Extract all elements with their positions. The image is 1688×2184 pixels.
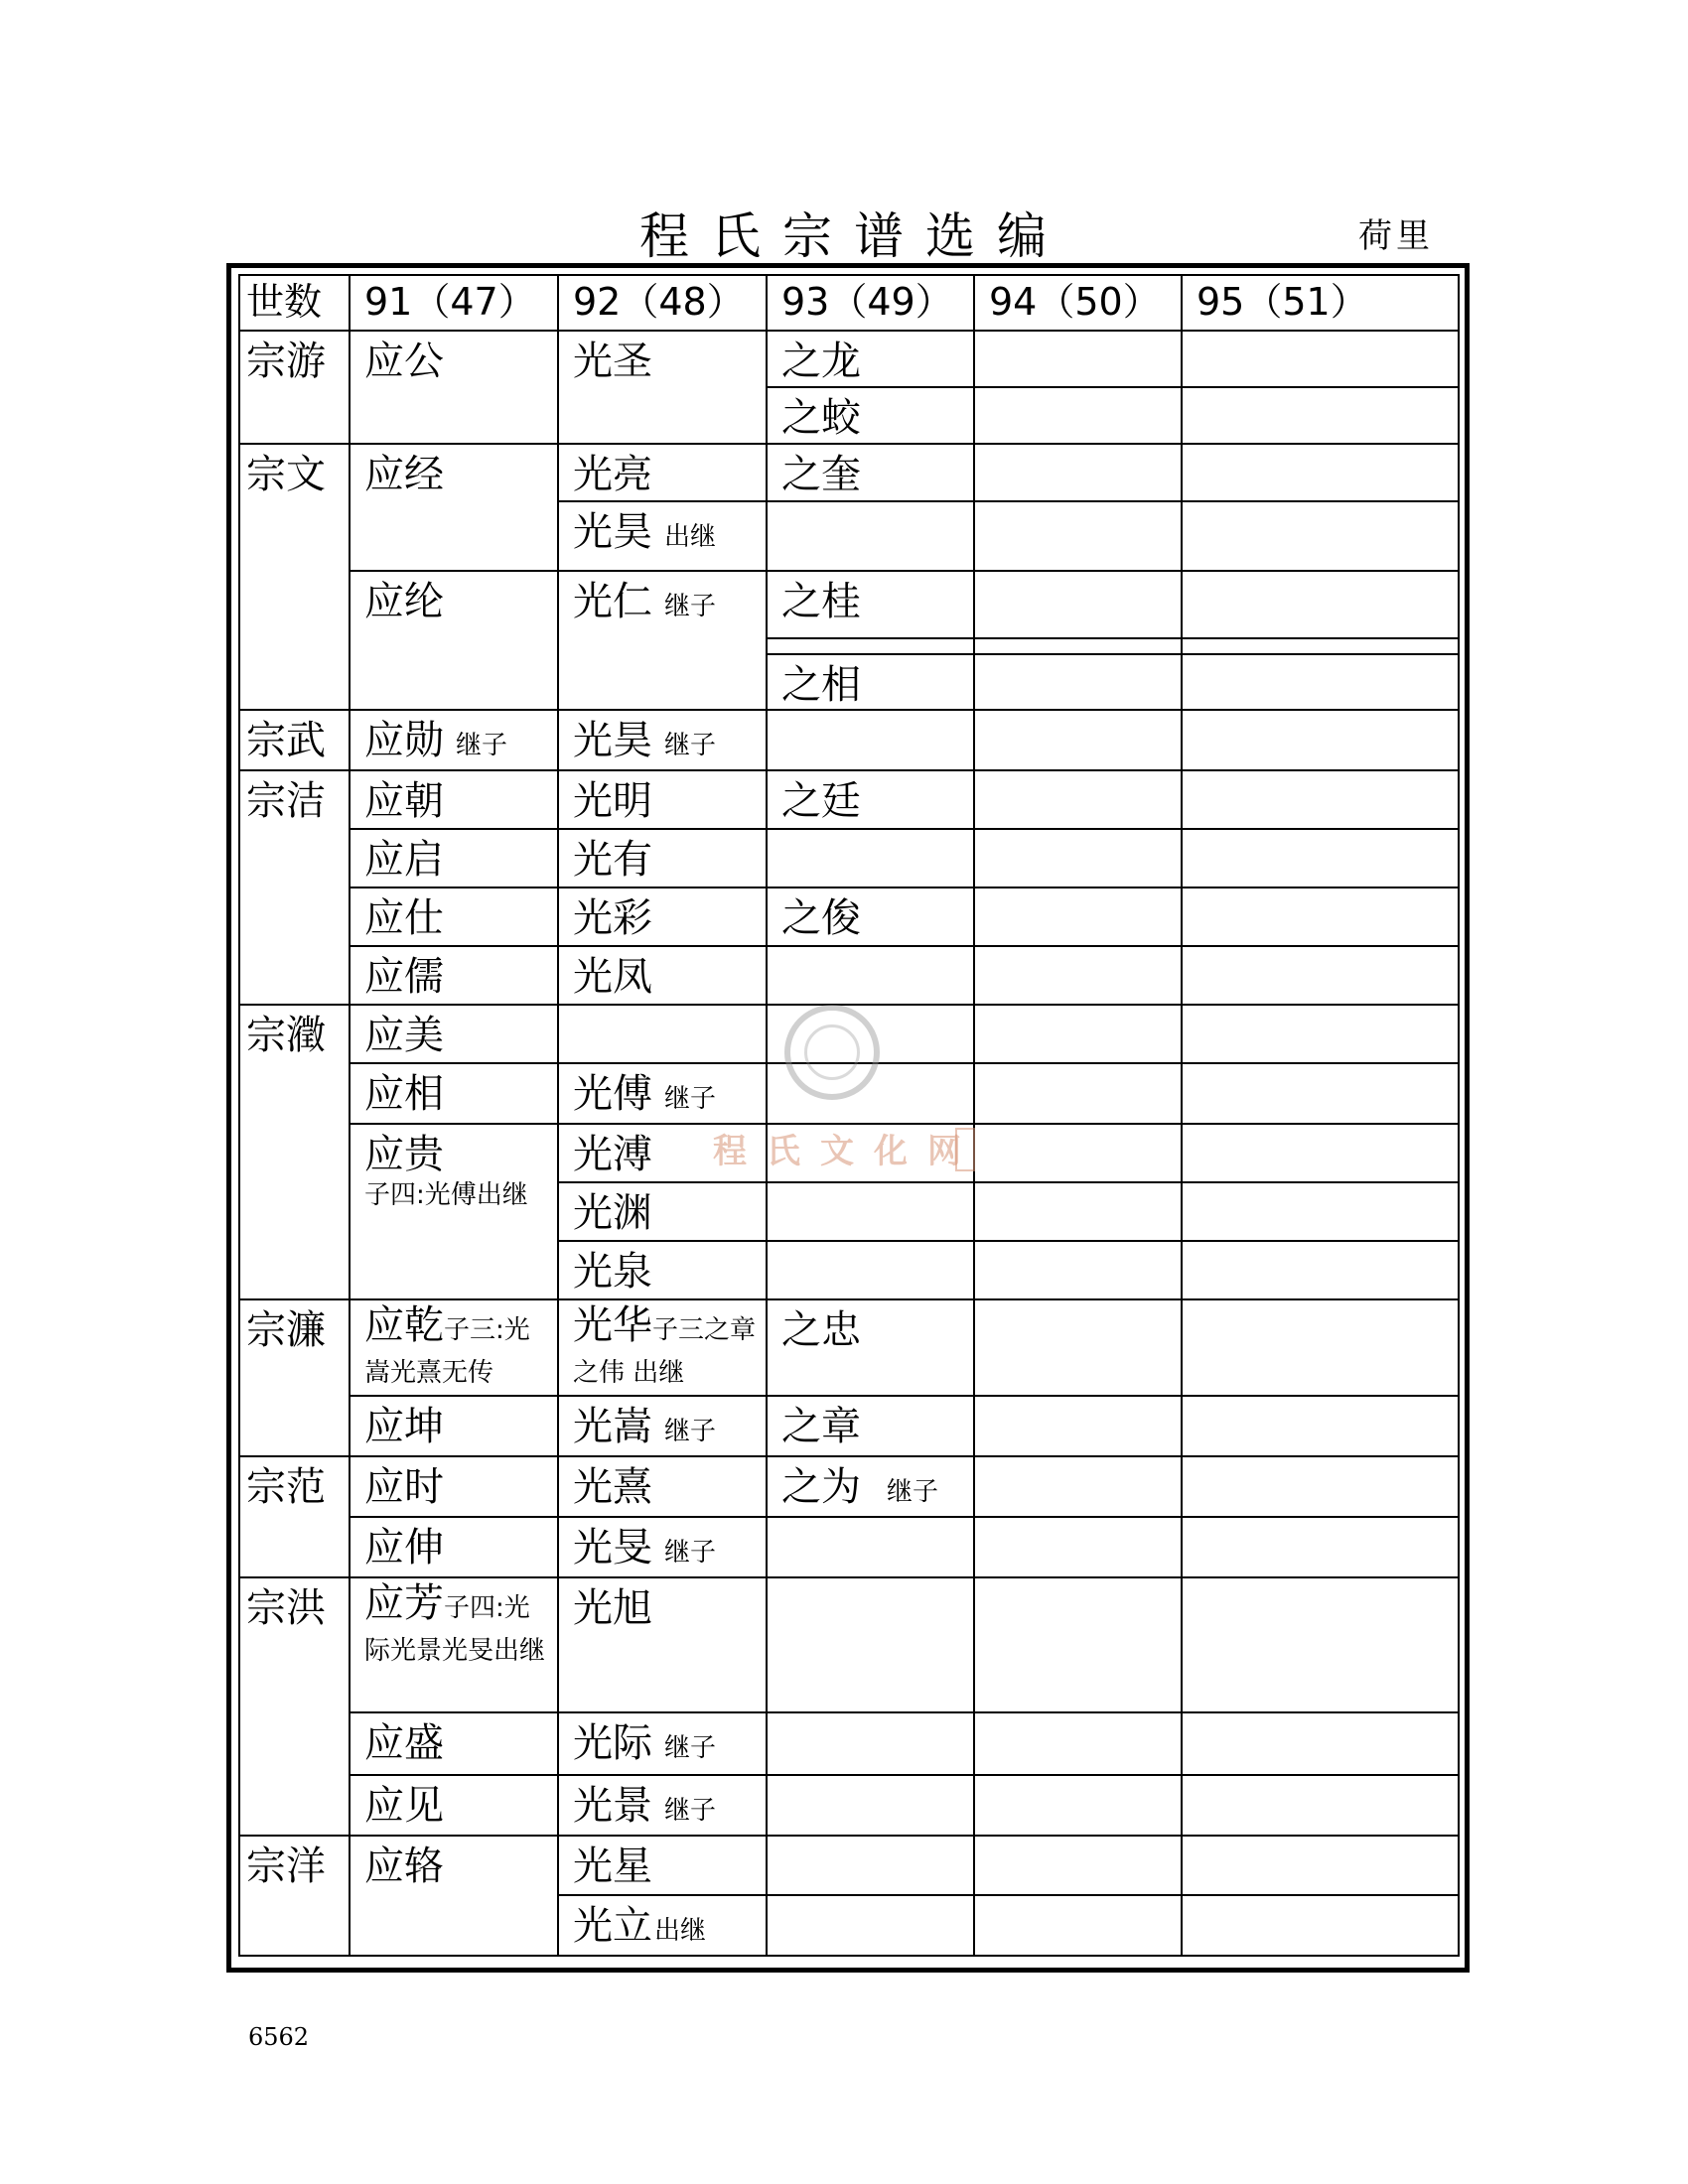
note-label: 子四:光际光景光旻出继: [364, 1593, 546, 1666]
empty-cell: [974, 1063, 1182, 1124]
empty-cell: [974, 770, 1182, 829]
name-cell: 光溥: [558, 1124, 767, 1182]
generation-cell: 宗游: [239, 331, 350, 444]
name-cell: 光华子三之章之伟 出继: [558, 1299, 767, 1396]
empty-cell: [1182, 654, 1459, 710]
empty-cell: [1182, 1063, 1459, 1124]
name-cell: 光渊: [558, 1182, 767, 1241]
empty-cell: [767, 1895, 974, 1956]
empty-cell: [1182, 1712, 1459, 1775]
empty-cell: [767, 829, 974, 887]
table-row: [239, 770, 1459, 829]
name-cell: 光立出继: [558, 1895, 767, 1956]
generation-cell: 宗洪: [239, 1577, 350, 1836]
name-cell: 应相: [350, 1063, 558, 1124]
empty-cell: [767, 1836, 974, 1895]
name-cell: 光旭: [558, 1577, 767, 1712]
generation-cell: 宗洁: [239, 770, 350, 1005]
name-cell: 光仁 继子: [558, 571, 767, 710]
empty-cell: [974, 1836, 1182, 1895]
table-row: [239, 887, 1459, 946]
empty-cell: [1182, 1517, 1459, 1577]
empty-cell: [974, 887, 1182, 946]
name-cell: 之蛟: [767, 387, 974, 444]
name-cell: 光亮: [558, 444, 767, 501]
empty-cell: [1182, 501, 1459, 571]
note-label: 继子: [664, 592, 717, 621]
header-row: [239, 275, 1459, 331]
note-label: 继子: [664, 1417, 717, 1446]
empty-cell: [1182, 887, 1459, 946]
empty-cell: [1182, 710, 1459, 770]
empty-cell: [974, 654, 1182, 710]
name-cell: 光熹: [558, 1456, 767, 1517]
name-cell: 应勋 继子: [350, 710, 558, 770]
empty-cell: [558, 1005, 767, 1063]
table-row: [239, 1456, 1459, 1517]
empty-cell: [974, 1775, 1182, 1836]
name-cell: 光傅 继子: [558, 1063, 767, 1124]
name-cell: 应儒: [350, 946, 558, 1005]
name-cell: 光圣: [558, 331, 767, 444]
empty-cell: [974, 1124, 1182, 1182]
name-cell: 光际 继子: [558, 1712, 767, 1775]
note-label: 继子: [456, 731, 508, 760]
name-cell: 之为 继子: [767, 1456, 974, 1517]
empty-cell: [1182, 1577, 1459, 1712]
table-row: [239, 571, 1459, 638]
empty-cell: [974, 638, 1182, 654]
empty-cell: [1182, 444, 1459, 501]
empty-cell: [974, 1895, 1182, 1956]
empty-cell: [974, 1182, 1182, 1241]
name-cell: 光景 继子: [558, 1775, 767, 1836]
empty-cell: [1182, 770, 1459, 829]
name-cell: 光明: [558, 770, 767, 829]
table-row: [239, 710, 1459, 770]
note-label: 继子: [664, 731, 717, 760]
empty-cell: [1182, 1182, 1459, 1241]
empty-cell: [767, 501, 974, 571]
note-label: 继子: [664, 1796, 717, 1826]
name-cell: 应经: [350, 444, 558, 571]
name-cell: 之廷: [767, 770, 974, 829]
empty-cell: [974, 387, 1182, 444]
empty-cell: [974, 829, 1182, 887]
generation-cell: 宗瀓: [239, 1005, 350, 1299]
empty-cell: [1182, 1299, 1459, 1396]
column-header: 95（51）: [1182, 275, 1459, 331]
empty-cell: [767, 710, 974, 770]
empty-cell: [767, 1241, 974, 1299]
name-cell: 光彩: [558, 887, 767, 946]
name-cell: 应坤: [350, 1396, 558, 1456]
column-header: 世数: [239, 275, 350, 331]
empty-cell: [1182, 946, 1459, 1005]
empty-cell: [974, 331, 1182, 387]
empty-cell: [1182, 331, 1459, 387]
table-row: [239, 1517, 1459, 1577]
generation-cell: 宗武: [239, 710, 350, 770]
empty-cell: [1182, 1895, 1459, 1956]
note-label: 继子: [664, 1733, 717, 1763]
name-cell: 之相: [767, 654, 974, 710]
table-row: [239, 946, 1459, 1005]
name-cell: 光昊 继子: [558, 710, 767, 770]
name-cell: 光星: [558, 1836, 767, 1895]
page-title: 程氏宗谱选编: [639, 207, 1068, 265]
name-cell: 应时: [350, 1456, 558, 1517]
name-cell: 之龙: [767, 331, 974, 387]
empty-cell: [767, 1712, 974, 1775]
name-cell: 光有: [558, 829, 767, 887]
empty-cell: [974, 444, 1182, 501]
empty-cell: [1182, 638, 1459, 654]
empty-cell: [767, 1517, 974, 1577]
note-label: 子三之章之伟 出继: [573, 1315, 757, 1388]
watermark-seal-icon: [784, 1005, 880, 1100]
table-row: [239, 1577, 1459, 1712]
empty-cell: [974, 1241, 1182, 1299]
empty-cell: [1182, 1005, 1459, 1063]
empty-cell: [767, 1775, 974, 1836]
table-row: [239, 1775, 1459, 1836]
name-cell: 光昊 出继: [558, 501, 767, 571]
table-row: [239, 829, 1459, 887]
name-cell: 应见: [350, 1775, 558, 1836]
name-cell: 光旻 继子: [558, 1517, 767, 1577]
column-header: 94（50）: [974, 275, 1182, 331]
note-label: 子三:光嵩光熹无传: [364, 1315, 530, 1388]
empty-cell: [767, 946, 974, 1005]
name-cell: 之章: [767, 1396, 974, 1456]
generation-cell: 宗濂: [239, 1299, 350, 1456]
column-header: 91（47）: [350, 275, 558, 331]
name-cell: 应朝: [350, 770, 558, 829]
empty-cell: [1182, 1456, 1459, 1517]
empty-cell: [974, 710, 1182, 770]
name-cell: 之桂: [767, 571, 974, 638]
name-cell: 应美: [350, 1005, 558, 1063]
note-label: 继子: [887, 1477, 939, 1507]
name-cell: 之忠: [767, 1299, 974, 1396]
table-row: [239, 444, 1459, 501]
note-label: 出继: [654, 1916, 707, 1946]
empty-cell: [1182, 1396, 1459, 1456]
table-row: [239, 1712, 1459, 1775]
empty-cell: [767, 1577, 974, 1712]
empty-cell: [1182, 1241, 1459, 1299]
name-cell: 应乾子三:光嵩光熹无传: [350, 1299, 558, 1396]
empty-cell: [974, 1299, 1182, 1396]
table-row: [239, 1396, 1459, 1456]
table-row: [239, 1299, 1459, 1396]
empty-cell: [974, 1577, 1182, 1712]
empty-cell: [974, 1456, 1182, 1517]
note-label: 子四:光傅出继: [364, 1180, 528, 1210]
note-label: 继子: [664, 1538, 717, 1568]
generation-cell: 宗范: [239, 1456, 350, 1577]
empty-cell: [1182, 1775, 1459, 1836]
generation-cell: 宗洋: [239, 1836, 350, 1956]
empty-cell: [974, 1712, 1182, 1775]
empty-cell: [767, 1182, 974, 1241]
empty-cell: [974, 1005, 1182, 1063]
note-label: 出继: [664, 522, 717, 552]
name-cell: 之奎: [767, 444, 974, 501]
watermark-text: 程氏文化网: [713, 1132, 981, 1171]
watermark-stamp-icon: [955, 1128, 975, 1171]
table-row: [239, 331, 1459, 387]
name-cell: 应伸: [350, 1517, 558, 1577]
empty-cell: [974, 1517, 1182, 1577]
empty-cell: [974, 571, 1182, 638]
empty-cell: [1182, 1836, 1459, 1895]
note-label: 继子: [664, 1084, 717, 1114]
name-cell: 应公: [350, 331, 558, 444]
name-cell: 之俊: [767, 887, 974, 946]
name-cell: 应盛: [350, 1712, 558, 1775]
name-cell: 应辂: [350, 1836, 558, 1956]
empty-cell: [974, 1396, 1182, 1456]
table-row: [239, 1836, 1459, 1895]
page-number: 6562: [248, 2023, 310, 2051]
column-header: 92（48）: [558, 275, 767, 331]
place-name: 荷里: [1358, 216, 1434, 256]
empty-cell: [1182, 571, 1459, 638]
name-cell: 应贵 子四:光傅出继: [350, 1124, 558, 1299]
empty-cell: [1182, 829, 1459, 887]
empty-cell: [974, 946, 1182, 1005]
name-cell: 光嵩 继子: [558, 1396, 767, 1456]
name-cell: 光凤: [558, 946, 767, 1005]
empty-cell: [767, 638, 974, 654]
genealogy-table: [238, 274, 1460, 1957]
generation-cell: 宗文: [239, 444, 350, 710]
column-header: 93（49）: [767, 275, 974, 331]
empty-cell: [974, 501, 1182, 571]
name-cell: 应启: [350, 829, 558, 887]
name-cell: 应芳子四:光际光景光旻出继: [350, 1577, 558, 1712]
name-cell: 光泉: [558, 1241, 767, 1299]
empty-cell: [1182, 387, 1459, 444]
empty-cell: [1182, 1124, 1459, 1182]
name-cell: 应仕: [350, 887, 558, 946]
name-cell: 应纶: [350, 571, 558, 710]
